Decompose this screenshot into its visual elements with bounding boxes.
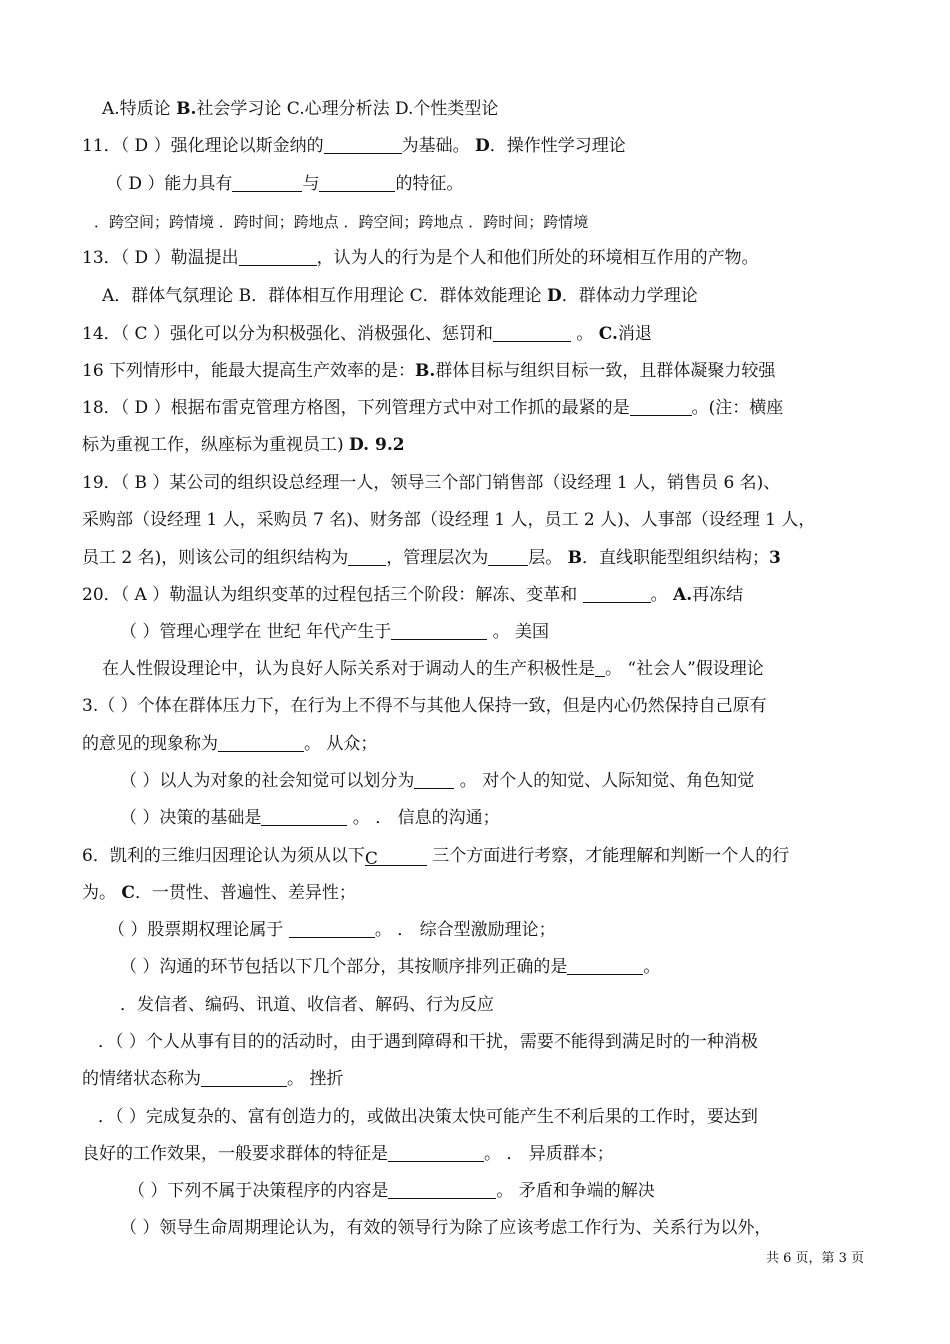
- line-text: ．一贯性、普遍性、差异性；: [134, 883, 356, 903]
- text-line: [82, 1067, 872, 1091]
- fill-blank: [261, 807, 347, 826]
- text-line: [102, 284, 892, 308]
- text-line: [120, 993, 910, 1017]
- line-text: 。: [570, 324, 599, 344]
- line-text: ，认为人的行为是个人和他们所处的环境相互作用的产物。: [316, 248, 759, 268]
- fill-blank: [414, 770, 454, 789]
- line-text: 13．（ D ）勒温提出: [82, 248, 239, 268]
- line-text: 。 矛盾和争端的解决: [496, 1181, 655, 1201]
- line-text: 。: [643, 957, 661, 977]
- line-text: 良好的工作效果，一般要求群体的特征是: [82, 1144, 388, 1164]
- text-line: [120, 620, 910, 644]
- line-text: ．（ ）完成复杂的、富有创造力的，或做出决策太快可能产生不利后果的工作时，要达到: [98, 1107, 758, 1127]
- answer-text: 3: [769, 548, 781, 568]
- text-line: [82, 844, 872, 868]
- line-text: 再冻结: [692, 585, 744, 605]
- fill-blank: [630, 397, 692, 416]
- text-line: [82, 694, 872, 718]
- fill-blank: [583, 584, 651, 603]
- line-text: （ ）以人为对象的社会知觉可以划分为: [120, 771, 415, 791]
- answer-text: B.: [415, 361, 436, 381]
- line-text: 。 ． 综合型激励理论；: [374, 920, 556, 940]
- text-line: [82, 881, 872, 905]
- answer-text: B.: [176, 99, 197, 119]
- line-text: A．群体气氛理论 B．群体相互作用理论 C．群体效能理论: [102, 286, 547, 306]
- line-text: （ D ）能力具有: [106, 174, 233, 194]
- fill-blank: [388, 1143, 484, 1162]
- fill-blank: [324, 135, 402, 154]
- line-text: 18．（ D ）根据布雷克管理方格图，下列管理方式中对工作抓的最紧的是: [82, 398, 630, 418]
- text-line: [120, 955, 910, 979]
- line-text: 16 下列情形中，能最大提高生产效率的是：: [82, 361, 416, 381]
- text-line: [82, 396, 872, 420]
- line-text: 。 挫折: [287, 1069, 344, 1089]
- text-line: [82, 471, 872, 495]
- fill-blank: [319, 173, 395, 192]
- text-line: [82, 732, 872, 756]
- line-text: 19．（ B ）某公司的组织设总经理一人，领导三个部门销售部（设经理 1 人，销售员 6 名)、: [82, 473, 781, 493]
- fill-blank: [391, 621, 487, 640]
- line-text: 标为重视工作，纵座标为重视员工): [82, 435, 350, 455]
- text-line: [94, 210, 884, 234]
- line-text: 。 ． 异质群本；: [484, 1144, 614, 1164]
- line-text: （ ）决策的基础是: [120, 808, 262, 828]
- fill-blank: C: [365, 847, 427, 866]
- line-text: 。 从众；: [304, 734, 378, 754]
- line-text: （ ）管理心理学在 世纪 年代产生于: [120, 622, 392, 642]
- answer-text: B: [567, 548, 583, 568]
- text-line: [120, 1216, 910, 1240]
- line-text: 20．（ A ）勒温认为组织变革的过程包括三个阶段：解冻、变革和: [82, 585, 583, 605]
- fill-blank: [232, 173, 302, 192]
- line-text: 3.（ ）个体在群体压力下，在行为上不得不与其他人保持一致，但是内心仍然保持自己原有: [82, 696, 767, 716]
- line-text: A.特质论: [102, 99, 177, 119]
- line-text: 群体目标与组织目标一致，且群体凝聚力较强: [435, 361, 776, 381]
- answer-text: C.: [598, 324, 618, 344]
- fill-blank: [595, 658, 605, 677]
- line-text: ．跨空间；跨情境 ．跨时间；跨地点 ．跨空间；跨地点 ．跨时间；跨情境: [94, 213, 589, 231]
- line-text: ．直线职能型组织结构；: [582, 548, 770, 568]
- answer-text: A.: [673, 585, 693, 605]
- text-line: [106, 172, 896, 196]
- text-line: [128, 1179, 918, 1203]
- line-text: 三个方面进行考察，才能理解和判断一个人的行: [426, 846, 790, 866]
- line-text: （ ）沟通的环节包括以下几个部分，其按顺序排列正确的是: [120, 957, 568, 977]
- line-text: ．群体动力学理论: [561, 286, 698, 306]
- text-line: [82, 433, 872, 457]
- answer-text: C: [121, 883, 135, 903]
- line-text: 的意见的现象称为: [82, 734, 218, 754]
- text-line: [108, 918, 898, 942]
- fill-blank: [348, 547, 386, 566]
- line-text: 社会学习论 C.心理分析法 D.个性类型论: [196, 99, 499, 119]
- line-text: 。(注：横座: [691, 398, 784, 418]
- line-text: 的特征。: [395, 174, 464, 194]
- line-text: 员工 2 名)，则该公司的组织结构为: [82, 548, 349, 568]
- line-text: 。 ． 信息的沟通；: [347, 808, 500, 828]
- line-text: ．（ ）个人从事有目的的活动时，由于遇到障碍和干扰，需要不能得到满足时的一种消极: [98, 1032, 758, 1052]
- line-text: ，管理层次为: [386, 548, 489, 568]
- fill-blank: [567, 956, 643, 975]
- answer-text: D: [547, 286, 562, 306]
- text-line: [82, 134, 872, 158]
- text-line: [82, 583, 872, 607]
- text-line: [82, 546, 872, 570]
- line-text: （ ）股票期权理论属于: [108, 920, 289, 940]
- text-line: [82, 508, 872, 532]
- fill-blank: [201, 1068, 287, 1087]
- line-text: 在人性假设理论中，认为良好人际关系对于调动人的生产积极性是: [102, 659, 595, 679]
- line-text: 。: [650, 585, 674, 605]
- line-text: 。 对个人的知觉、人际知觉、角色知觉: [454, 771, 755, 791]
- text-line: [82, 322, 872, 346]
- line-text: 。 美国: [487, 622, 550, 642]
- line-text: 为基础。: [401, 136, 475, 156]
- line-text: （ ）领导生命周期理论认为，有效的领导行为除了应该考虑工作行为、关系行为以外，: [120, 1218, 772, 1238]
- text-line: [120, 769, 910, 793]
- line-text: 的情绪状态称为: [82, 1069, 201, 1089]
- line-text: 采购部（设经理 1 人，采购员 7 名)、财务部（设经理 1 人，员工 2 人)、人事部（设经理 1 人，: [82, 510, 816, 530]
- text-line: [82, 246, 872, 270]
- fill-blank: [289, 919, 375, 938]
- answer-text: D. 9.2: [349, 435, 405, 455]
- fill-blank: [239, 247, 317, 266]
- line-text: （ ）下列不属于决策程序的内容是: [128, 1181, 389, 1201]
- text-line: [98, 1105, 888, 1129]
- text-line: [82, 359, 872, 383]
- text-line: [98, 1030, 888, 1054]
- line-text: 消退: [617, 324, 652, 344]
- line-text: 与: [302, 174, 320, 194]
- line-text: 为。: [82, 883, 122, 903]
- fill-blank: [388, 1180, 496, 1199]
- answer-text: D: [474, 136, 490, 156]
- line-text: ．发信者、编码、讯道、收信者、解码、行为反应: [120, 995, 494, 1015]
- line-text: 。 “社会人”假设理论: [605, 659, 764, 679]
- text-line: [120, 806, 910, 830]
- fill-blank: [493, 323, 571, 342]
- fill-blank: [218, 733, 304, 752]
- line-text: 11．（ D ）强化理论以斯金纳的: [82, 136, 324, 156]
- text-line: [102, 657, 892, 681]
- line-text: 层。: [528, 548, 568, 568]
- text-line: [82, 1142, 872, 1166]
- fill-blank: [488, 547, 528, 566]
- line-text: ．操作性学习理论: [489, 136, 626, 156]
- line-text: 14．（ C ）强化可以分为积极强化、消极强化、惩罚和: [82, 324, 493, 344]
- text-line: [102, 97, 892, 121]
- page-footer: 共 6 页，第 3 页: [766, 1251, 865, 1266]
- line-text: 6．凯利的三维归因理论认为须从以下: [82, 846, 365, 866]
